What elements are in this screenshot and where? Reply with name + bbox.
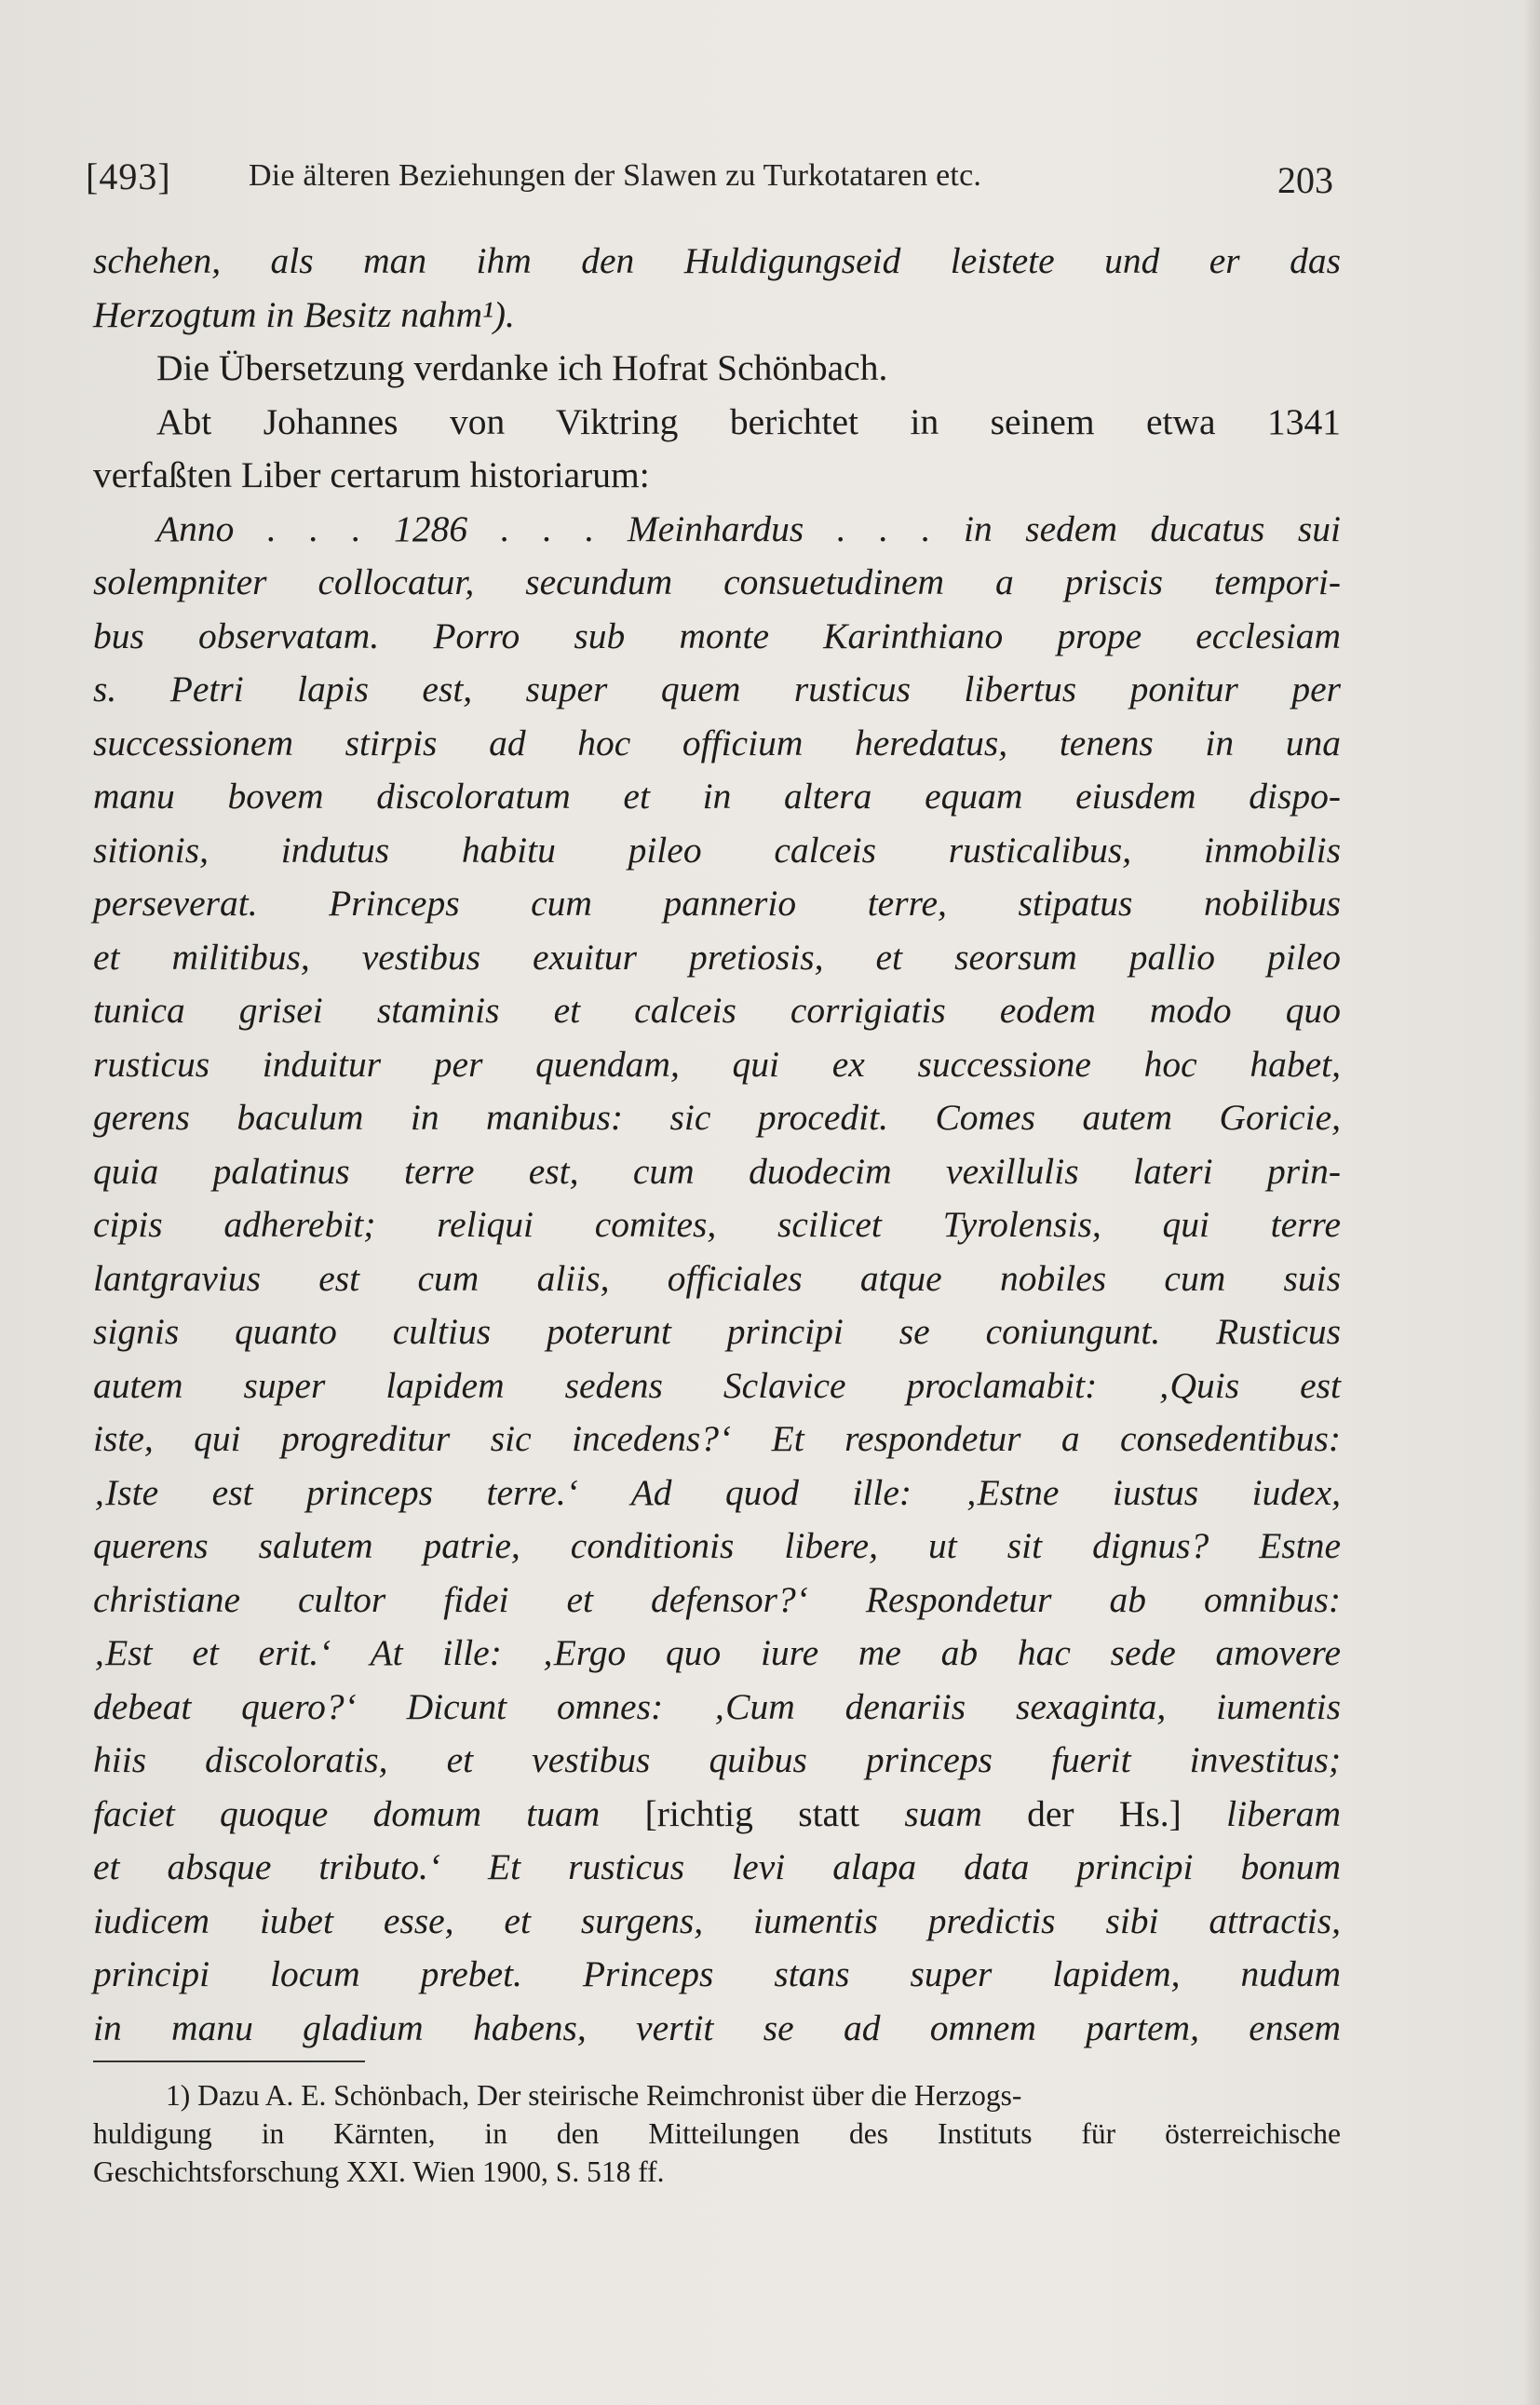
text-line: et absque tributo.‘ Et rusticus levi alapa data principi bonum (93, 1846, 1341, 1887)
text-line: iste, qui progreditur sic incedens?‘ Et respondetur a consedentibus: (93, 1418, 1341, 1459)
text-line: christiane cultor fidei et defensor?‘ Respondetur ab omnibus: (93, 1578, 1341, 1620)
text-line: debeat quero?‘ Dicunt omnes: ‚Cum denariis sexaginta, iumentis (93, 1685, 1341, 1727)
running-head (86, 149, 1333, 205)
body-text (93, 235, 1341, 2055)
text-line: sitionis, indutus habitu pileo calceis rusticalibus, inmobilis (93, 829, 1341, 871)
text-line: autem super lapidem sedens Sclavice proclamabit: ‚Quis est (93, 1364, 1341, 1406)
footnote-line: Geschichtsforschung XXI. Wien 1900, S. 518 ff. (93, 2155, 665, 2188)
editorial-note: [richtig statt (644, 1792, 860, 1834)
text-line: ‚Iste est princeps terre.‘ Ad quod ille: ‚Estne iustus iudex, (93, 1471, 1341, 1513)
text-line: manu bovem discoloratum et in altera equam eiusdem dispo- (93, 776, 1341, 817)
text-line: solempniter collocatur, secundum consuetudinem a priscis tempori- (93, 561, 1341, 602)
footnote-line: 1) Dazu A. E. Schönbach, Der steirische Reimchronist über die Herzogs- (166, 2079, 1022, 2112)
text-line: cipis adherebit; reliqui comites, scilicet Tyrolensis, qui terre (93, 1204, 1341, 1245)
text-segment: liberam (1226, 1792, 1342, 1834)
text-line: signis quanto cultius poterunt principi se coniungunt. Rusticus (93, 1311, 1341, 1352)
text-line: hiis discoloratis, et vestibus quibus princeps fuerit investitus; (93, 1739, 1341, 1780)
text-line: bus observatam. Porro sub monte Karinthiano prope ecclesiam (93, 615, 1341, 656)
page-reference: [493] (86, 155, 171, 197)
text-line: rusticus induitur per quendam, qui ex successione hoc habet, (93, 1043, 1341, 1085)
text-line: successionem stirpis ad hoc officium heredatus, tenens in una (93, 722, 1341, 763)
text-line-mixed (93, 1788, 1341, 1842)
footnotes (93, 2076, 1341, 2191)
text-line: et militibus, vestibus exuitur pretiosis, et seorsum pallio pileo (93, 936, 1341, 978)
footnote-line: huldigung in Kärnten, in den Mitteilungen des Instituts für österreichische (93, 2117, 1341, 2150)
text-line: querens salutem patrie, conditionis libere, ut sit dignus? Estne (93, 1525, 1341, 1566)
running-title: Die älteren Beziehungen der Slawen zu Turkotataren etc. (249, 158, 982, 193)
text-line: iudicem iubet esse, et surgens, iumentis predictis sibi attractis, (93, 1899, 1341, 1941)
text-line: principi locum prebet. Princeps stans super lapidem, nudum (93, 1953, 1341, 1994)
footnote-divider (93, 2060, 365, 2062)
text-line: Abt Johannes von Viktring berichtet in seinem etwa 1341 (156, 400, 1341, 442)
text-segment: suam (904, 1792, 982, 1834)
text-line: in manu gladium habens, vertit se ad omnem partem, ensem (93, 2006, 1341, 2048)
text-line: quia palatinus terre est, cum duodecim vexillulis lateri prin- (93, 1150, 1341, 1192)
text-line: verfaßten Liber certarum historiarum: (93, 454, 650, 495)
page-number: 203 (1277, 159, 1333, 201)
text-line: perseverat. Princeps cum pannerio terre, stipatus nobilibus (93, 883, 1341, 924)
text-line: tunica grisei staminis et calceis corrigiatis eodem modo quo (93, 990, 1341, 1031)
text-line: Anno . . . 1286 . . . Meinhardus . . . in sedem ducatus sui (156, 507, 1341, 549)
text-segment: faciet quoque domum tuam (93, 1792, 601, 1834)
text-line: gerens baculum in manibus: sic procedit. Comes autem Goricie, (93, 1097, 1341, 1138)
text-line: lantgravius est cum aliis, officiales atque nobiles cum suis (93, 1257, 1341, 1299)
editorial-note: der Hs.] (1027, 1792, 1182, 1834)
text-line: Herzogtum in Besitz nahm¹). (93, 293, 515, 335)
text-line: ‚Est et erit.‘ At ille: ‚Ergo quo iure me ab hac sede amovere (93, 1632, 1341, 1673)
text-line: schehen, als man ihm den Huldigungseid leistete und er das (93, 240, 1341, 281)
text-line: s. Petri lapis est, super quem rusticus libertus ponitur per (93, 669, 1341, 709)
text-line: Die Übersetzung verdanke ich Hofrat Schönbach. (156, 347, 888, 388)
page-edge-shadow (1523, 0, 1540, 2405)
